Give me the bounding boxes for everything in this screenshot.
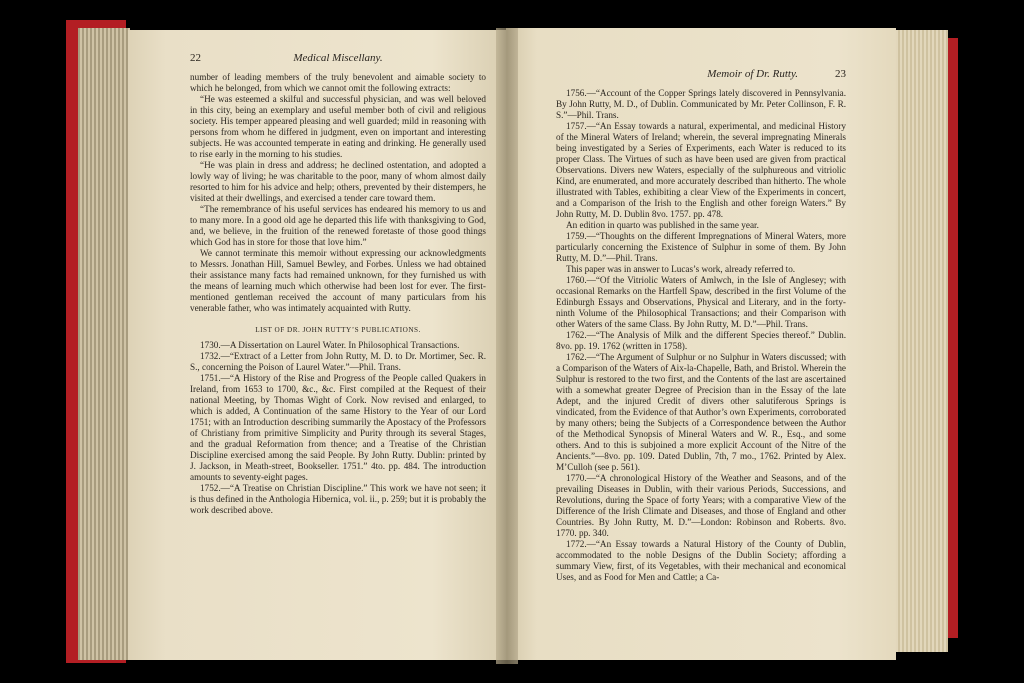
book-gutter (496, 28, 518, 664)
publication-entry: 1757.—“An Essay towards a natural, experimental, and medicinal History of the Mineral Waters of Ireland; wherein, the several impregnating Minerals being investigated by a Series of Experiments, each Water is reduced to its proper Class. The Virtues of such as have been used are given from practical Observations. Divers new Waters, especially of the sulphureous and vitriolic Kind, are enumerated, and more accurately described than hitherto. The whole illustrated with Tables, exhibiting a clear View of the Experiments in concert, and a Comparison of the Irish to the English and other foreign Waters.” By John Rutty, M. D. Dublin 8vo. 1757. pp. 478. (556, 121, 846, 219)
left-paragraph: We cannot terminate this memoir without expressing our acknowledgments to Messrs. Jonathan Hill, Samuel Bewley, and Forbes. Unless we had obtained their assistance many facts had remained unknown, for they furnished us with the means of learning much which otherwise had been lost for ever. The first-mentioned gentleman received the account of many particulars from his venerable father, who was intimately acquainted with Rutty. (190, 248, 486, 313)
left-paragraph: number of leading members of the truly benevolent and aimable society to which he belonged, from which we cannot omit the following extracts: (190, 72, 486, 93)
publication-note: This paper was in answer to Lucas’s work, already referred to. (566, 264, 796, 274)
right-page-number: 23 (835, 68, 846, 80)
publication-entry: 1762.—“The Analysis of Milk and the different Species thereof.” Dublin. 8vo. pp. 19. 1762 (written in 1758). (556, 330, 846, 351)
left-paragraph: “The remembrance of his useful services has endeared his memory to us and to many more. In a good old age he departed this life with thanksgiving to God, and, we believe, in the fruition of the renewed foretaste of those good things which God has in store for those that love him.” (190, 204, 486, 247)
right-running-head (556, 68, 846, 88)
publication-entry: 1762.—“The Argument of Sulphur or no Sulphur in Waters discussed; with a Comparison of the Waters of Aix-la-Chapelle, Bath, and Bristol. Wherein the Sulphur is restored to the two first, and the Contents of the last are ascertained with a somewhat greater Degree of Precision than in the Essay of the late Adept, and the injured Credit of divers other salutiferous Springs is vindicated, from the Evidence of that Author’s own Experiments, corroborated by many others; being the Subjects of a Correspondence between the Author of the Methodical Synopsis of Mineral Waters and W. R., Esq., and some others. And to this is subjoined a more explicit Account of the Nitre of the Ancients.”—8vo. pp. 109. Dated Dublin, 7th, 7 mo., 1762. Printed by Alex. M’Culloh (see p. 561). (556, 352, 846, 472)
left-page (128, 30, 508, 660)
publication-entry: 1759.—“Thoughts on the different Impregnations of Mineral Waters, more particularly concerning the Existence of Sulphur in some of them. By John Rutty, M. D.”—Phil. Trans. (556, 231, 846, 263)
publication-entry: 1772.—“An Essay towards a Natural History of the County of Dublin, accommodated to the noble Designs of the Dublin Society; affording a summary View, first, of its Vegetables, with their mechanical and economical Uses, and as Food for Men and Cattle; a Ca- (556, 539, 846, 582)
publication-entry: 1752.—“A Treatise on Christian Discipline.” This work we have not seen; it is thus defined in the Anthologia Hibernica, vol. ii., p. 259; but it is probably the work described above. (190, 483, 486, 515)
right-running-title: Memoir of Dr. Rutty. (707, 68, 798, 80)
publications-heading: LIST OF DR. JOHN RUTTY’S PUBLICATIONS. (255, 326, 421, 334)
left-paragraph: “He was esteemed a skilful and successful physician, and was well beloved in this city, being an exemplary and useful member both of civil and religious society. His temper appeared pleasing and well guarded; mild in reasoning with persons from whom he differed in judgment, even on important and interesting subjects. He was accounted temperate in eating and drinking. He generally used to rise early in the morning to his studies. (190, 94, 486, 159)
publication-entry: 1756.—“Account of the Copper Springs lately discovered in Pennsylvania. By John Rutty, M. D., of Dublin. Communicated by Mr. Peter Collinson, F. R. S.”—Phil. Trans. (556, 88, 846, 120)
publication-entry: 1770.—“A chronological History of the Weather and Seasons, and of the prevailing Diseases in Dublin, with their various Periods, Successions, and Revolutions, during the Space of forty Years; with a comparative View of the Difference of the Irish Climate and Diseases, and those of England and other Countries. By John Rutty, M. D.”—London: Robinson and Roberts. 8vo. 1770. pp. 340. (556, 473, 846, 538)
publication-entry: 1732.—“Extract of a Letter from John Rutty, M. D. to Dr. Mortimer, Sec. R. S., concerning the Poison of Laurel Water.”—Phil. Trans. (190, 351, 486, 372)
publication-entry: 1751.—“A History of the Rise and Progress of the People called Quakers in Ireland, from 1653 to 1700, &c., &c. First compiled at the Request of their national Meeting, by Thomas Wight of Cork. Now revised and enlarged, to which is added, A Continuation of the same History to the Year of our Lord 1751; with an Introduction describing summarily the Apostacy of the Professors of Christiany from primitive Simplicity and Purity through its several Stages, and the gradual Reformation from thence; and a Treatise of the Christian Discipline exercised among the said People. By John Rutty. Dublin: printed by J. Jackson, in Meath-street, Bookseller. 1751.” 4to. pp. 484. The introduction amounts to seventy-eight pages. (190, 373, 486, 482)
publication-entry: 1760.—“Of the Vitriolic Waters of Amlwch, in the Isle of Anglesey; with occasional Remarks on the Hartfell Spaw, described in the first Volume of the Edinburgh Essays and Observations, Physical and Literary, and in the forty-ninth Volume of the Philosophical Transactions; and their Comparison with other Waters of the same Class. By John Rutty, M. D.”—Phil. Trans. (556, 275, 846, 329)
right-page (506, 28, 896, 660)
left-paragraph: “He was plain in dress and address; he declined ostentation, and adopted a lowly way of living; he was charitable to the poor, many of whom almost daily resorted to him for his advice and help; others, prevented by their distempers, he visited at their dwellings, and exercised a tender care toward them. (190, 160, 486, 203)
left-running-head (190, 52, 486, 72)
publication-note: An edition in quarto was published in the same year. (566, 220, 759, 230)
publication-entry: 1730.—A Dissertation on Laurel Water. In Philosophical Transactions. (200, 340, 460, 350)
left-running-title: Medical Miscellany. (293, 52, 383, 64)
page-edges-left (78, 28, 130, 660)
left-page-number: 22 (190, 52, 201, 64)
page-edges-right (890, 30, 948, 652)
